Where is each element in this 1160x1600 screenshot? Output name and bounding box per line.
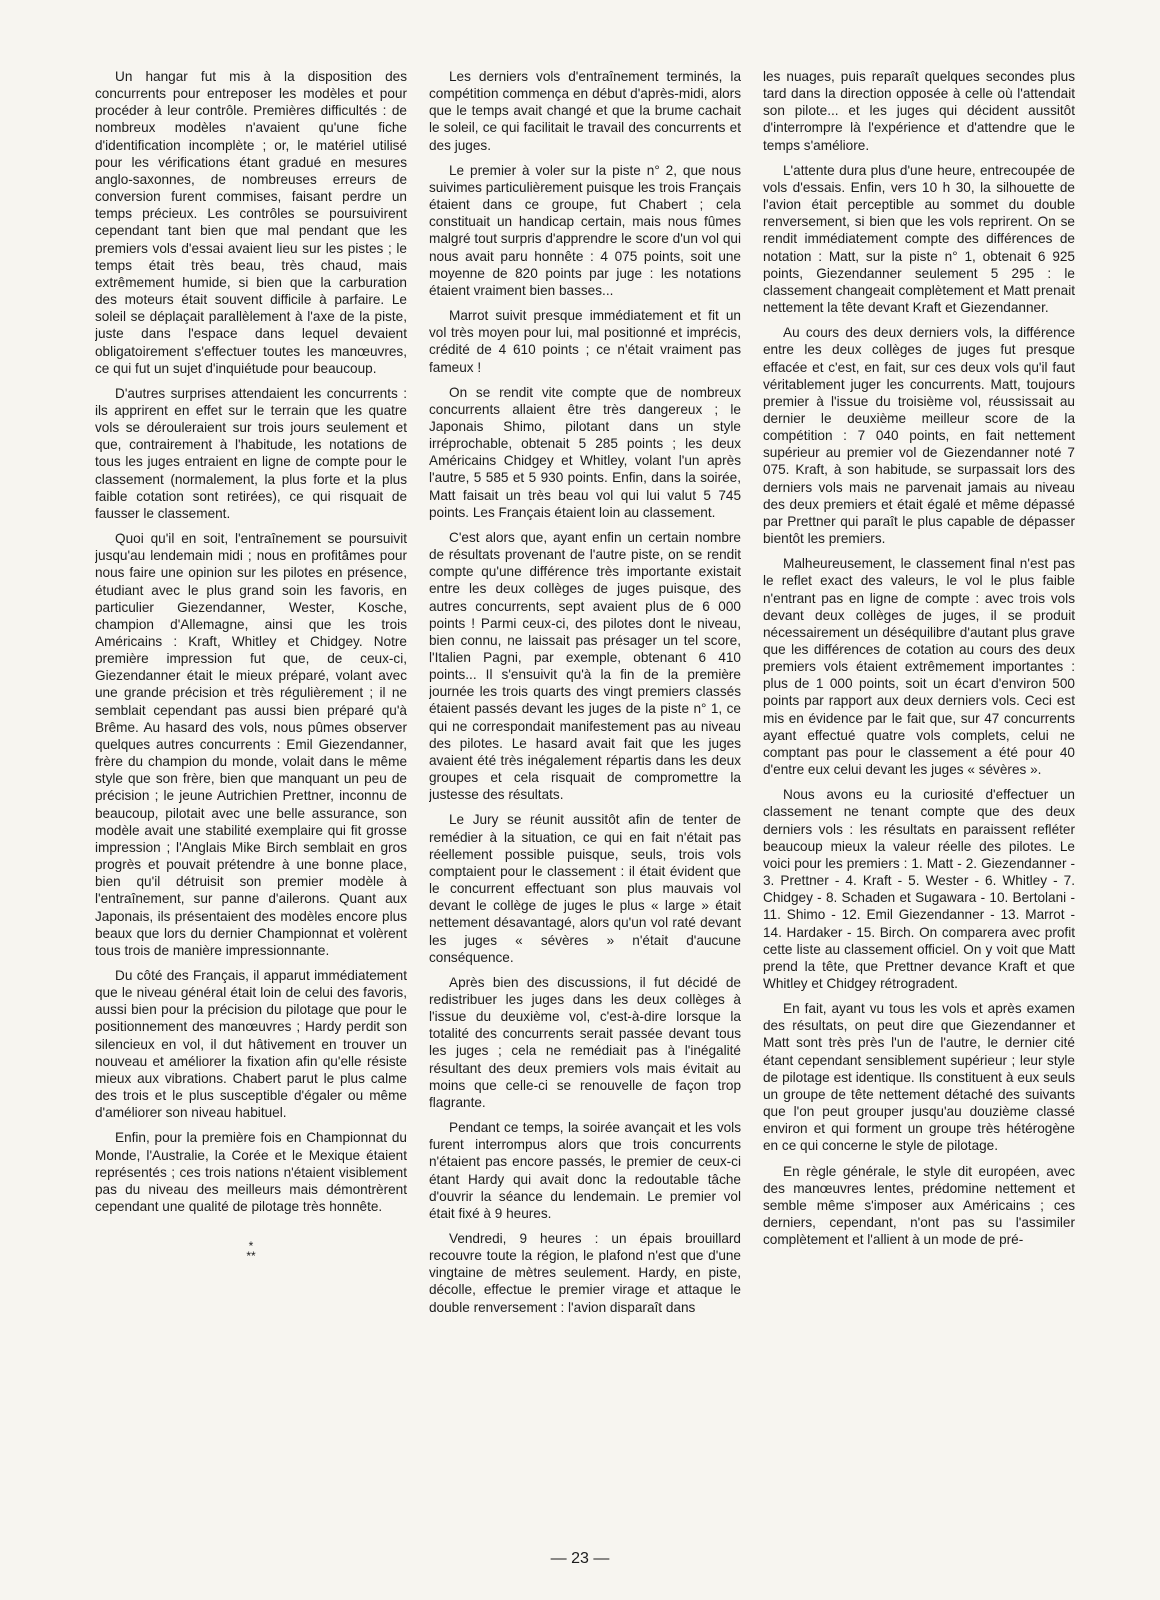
- page-number: — 23 —: [550, 1550, 610, 1567]
- paragraph: Au cours des deux derniers vols, la différence entre les deux collèges de juges fut presque effacée et c'est, en fait, sur ces deux vols qu'il faut véritablement juger les concurrents. Matt, toujours premier à l'issue du troisième vol, réussissait au dernier le deuxième meilleur score de la compétition : 7 040 points, en fait nettement supérieur au premier vol de Giezendanner noté 7 075. Kraft, à son habitude, se surpassait lors des derniers vols mais ne parvenait jamais au niveau des deux premiers et était égalé et même dépassé par Prettner qui paraît le plus capable de dépasser bientôt les premiers.: [763, 325, 1075, 547]
- separator-top: *: [248, 1239, 254, 1254]
- paragraph: Vendredi, 9 heures : un épais brouillard recouvre toute la région, le plafond n'est que d'une vingtaine de mètres seulement. Hardy, en piste, décolle, effectue le premier virage et attaque le double renversement : l'avion disparaît dans: [429, 1231, 741, 1315]
- paragraph: Les derniers vols d'entraînement terminés, la compétition commença en début d'après-midi, alors que le temps avait changé et que la brume cachait le soleil, ce qui facilitait le travail des concurrents et des juges.: [429, 69, 741, 153]
- paragraph: Nous avons eu la curiosité d'effectuer un classement ne tenant compte que des deux derniers vols : les résultats en paraissent refléter beaucoup mieux la valeur réelle des pilotes. Le voici pour les premiers : 1. Matt - 2. Giezendanner - 3. Prettner - 4. Kraft - 5. Wester - 6. Whitley - 7. Chidgey - 8. Schaden et Sugawara - 10. Bertolani - 11. Shimo - 12. Emil Giezendanner - 13. Marrot - 14. Hardaker - 15. Birch. On comparera avec profit cette liste au classement officiel. On y voit que Matt prend la tête, que Prettner devance Kraft et que Whitley et Chidgey rétrogradent.: [763, 787, 1075, 991]
- column-3: [763, 68, 1075, 1508]
- paragraph: C'est alors que, ayant enfin un certain nombre de résultats provenant de l'autre piste, on se rendit compte qu'une différence très importante existait entre les deux collèges de juges puisque, des autres concurrents, sept avaient plus de 6 000 points ! Parmi ceux-ci, des pilotes dont le niveau, bien connu, ne laissait pas présager un tel score, l'Italien Pagni, par exemple, obtenant 6 410 points... Il s'ensuivit qu'à la fin de la première journée les trois quarts des vingt premiers classés étaient passés devant les juges de la piste n° 1, ce qui ne correspondait manifestement pas au niveau des pilotes. Le hasard avait fait que les juges avaient été très inégalement répartis dans les deux groupes et cela risquait de compromettre la justesse des résultats.: [429, 529, 741, 803]
- paragraph: Le premier à voler sur la piste n° 2, que nous suivimes particulièrement puisque les trois Français étaient dans ce groupe, fut Chabert ; cela constituait un handicap certain, mais nous fûmes malgré tout surpris d'apprendre le score d'un vol qui nous avait paru honnête : 4 075 points, soit une moyenne de 820 points par juge : les notations étaient vraiment bien basses...: [429, 162, 741, 298]
- paragraph: Pendant ce temps, la soirée avançait et les vols furent interrompus alors que trois concurrents n'étaient pas encore passés, le premier de ceux-ci étant Hardy qui avait donc la redoutable tâche d'ouvrir la séance du lendemain. Le premier vol était fixé à 9 heures.: [429, 1120, 741, 1221]
- paragraph: En règle générale, le style dit européen, avec des manœuvres lentes, prédomine nettement et semble même s'imposer aux Américains ; ces derniers, cependant, n'ont pas su l'assimiler complètement et l'allient à un mode de pré-: [763, 1163, 1075, 1248]
- paragraph: Le Jury se réunit aussitôt afin de tenter de remédier à la situation, ce qui en fait n'était pas réellement possible puisque, seuls, trois vols comptaient pour le classement : il était évident que le concurrent effectuant son plus mauvais vol devant le collège de juges le plus « large » était nettement désavantagé, alors qu'un vol raté devant les juges « sévères » n'était d'aucune conséquence.: [429, 812, 741, 965]
- paragraph: On se rendit vite compte que de nombreux concurrents allaient être très dangereux ; le Japonais Shimo, pilotant dans un style irréprochable, obtenait 5 285 points ; les deux Américains Chidgey et Whitley, volant l'un après l'autre, 5 585 et 5 930 points. Enfin, dans la soirée, Matt faisait un très beau vol qui lui valut 5 745 points. Les Français étaient loin au classement.: [429, 384, 741, 520]
- column-1: [95, 68, 407, 1508]
- separator-bottom: **: [246, 1249, 256, 1264]
- article-body: [95, 68, 1075, 1508]
- paragraph: Marrot suivit presque immédiatement et fit un vol très moyen pour lui, mal positionné et imprécis, crédité de 4 610 points ; ce n'était vraiment pas fameux !: [429, 308, 741, 375]
- paragraph: Un hangar fut mis à la disposition des concurrents pour entreposer les modèles et pour procéder à leur contrôle. Premières difficultés : de nombreux modèles n'avaient qu'une fiche d'identification incomplète ; or, le matériel utilisé pour les vérifications étant gradué en mesures anglo-saxonnes, de nombreuses erreurs de conversion furent commises, faisant perdre un temps précieux. Les contrôles se poursuivirent cependant tant bien que mal pendant que les premiers vols d'essai avaient lieu sur les pistes ; le temps était très beau, très chaud, mais extrêmement humide, si bien que la carburation des moteurs était souvent difficile à parfaire. Le soleil se déplaçait parallèlement à l'axe de la piste, juste dans l'espace dans lequel devaient obligatoirement s'effectuer toutes les manœuvres, ce qui fut un sujet d'inquiétude pour beaucoup.: [95, 69, 407, 376]
- section-separator: [95, 1239, 407, 1264]
- paragraph: Enfin, pour la première fois en Championnat du Monde, l'Australie, la Corée et le Mexique étaient représentés ; ces trois nations n'étaient visiblement pas du niveau des meilleurs mais démontrèrent cependant une qualité de pilotage très honnête.: [95, 1130, 407, 1214]
- paragraph: Malheureusement, le classement final n'est pas le reflet exact des valeurs, le vol le plus faible n'entrant pas en ligne de compte : avec trois vols devant deux collèges de juges, il se produit nécessairement un déséquilibre d'autant plus grave que les différences de cotation au cours des deux premiers vols étaient extrêmement importantes : plus de 1 000 points, soit un écart d'environ 500 points par rapport aux deux derniers vols. Ceci est mis en évidence par le fait que, sur 47 concurrents ayant effectué quatre vols complets, celui ne comptant pas pour le classement a été pour 40 d'entre eux celui devant les juges « sévères ».: [763, 556, 1075, 778]
- paragraph: L'attente dura plus d'une heure, entrecoupée de vols d'essais. Enfin, vers 10 h 30, la silhouette de l'avion était perceptible au sommet du double renversement, si bien que les vols reprirent. On se rendit immédiatement compte des différences de notation : Matt, sur la piste n° 1, obtenait 6 925 points, Giezendanner seulement 5 295 : le classement changeait complètement et Matt prenait nettement la tête devant Kraft et Giezendanner.: [763, 162, 1075, 316]
- paragraph: les nuages, puis reparaît quelques secondes plus tard dans la direction opposée à celle où l'attendait son pilote... et les juges qui décident aussitôt d'interrompre là l'expérience et d'attendre que le temps s'améliore.: [763, 69, 1075, 153]
- paragraph: Après bien des discussions, il fut décidé de redistribuer les juges dans les deux collèges à l'issue du deuxième vol, c'est-à-dire lorsque la totalité des concurrents serait passée devant tous les juges ; cela ne remédiait pas à l'inégalité résultant des deux premiers vols mais évitait au moins que celle-ci se renouvelle de façon trop flagrante.: [429, 974, 741, 1110]
- paragraph: Quoi qu'il en soit, l'entraînement se poursuivit jusqu'au lendemain midi ; nous en profitâmes pour nous faire une opinion sur les pilotes en présence, étudiant avec le plus grand soin les favoris, en particulier Giezendanner, Wester, Kosche, champion d'Allemagne, ainsi que les trois Américains : Kraft, Whitley et Chidgey. Notre première impression fut que, de ceux-ci, Giezendanner était le mieux préparé, volant avec une grande précision et très régulièrement ; il ne semblait cependant pas aussi bien préparé qu'à Brême. Au hasard des vols, nous pûmes observer quelques autres concurrents : Emil Giezendanner, frère du champion du monde, volait dans le même style que son frère, bien que manquant un peu de précision ; le jeune Autrichien Prettner, inconnu de beaucoup, pilotait avec une belle assurance, son modèle avait une stabilité exemplaire qui fit grosse impression ; l'Anglais Mike Birch semblait en gros progrès et pouvait prétendre à une bonne place, bien qu'il détruisit son premier modèle à l'entraînement, sur panne d'ailerons. Quant aux Japonais, ils présentaient des modèles encore plus beaux que lors du dernier Championnat et volèrent tous trois de manière impressionnante.: [95, 531, 407, 958]
- paragraph: Du côté des Français, il apparut immédiatement que le niveau général était loin de celui des favoris, aussi bien pour la précision du pilotage que pour le positionnement des manœuvres ; Hardy perdit son silencieux en vol, il dut hâtivement en trouver un nouveau et améliorer la fixation afin qu'elle résiste mieux aux vibrations. Chabert parut le plus calme des trois et le plus susceptible d'égaler ou même d'améliorer son niveau habituel.: [95, 967, 407, 1121]
- paragraph: D'autres surprises attendaient les concurrents : ils apprirent en effet sur le terrain que les quatre vols se dérouleraient sur trois jours seulement et que, contrairement à l'habitude, les notations de tous les juges entraient en ligne de compte pour le classement (normalement, la plus forte et la plus faible cotation sont retirées), ce qui risquait de fausser le classement.: [95, 385, 407, 521]
- column-2: [429, 68, 741, 1508]
- paragraph: En fait, ayant vu tous les vols et après examen des résultats, on peut dire que Giezendanner et Matt sont très près l'un de l'autre, le dernier cité étant cependant sensiblement supérieur ; leur style de pilotage est identique. Ils constituent à eux seuls un groupe de tête nettement détaché des suivants que l'on peut grouper jusqu'au douzième classé environ et qui forment un groupe très hétérogène en ce qui concerne le style de pilotage.: [763, 1001, 1075, 1154]
